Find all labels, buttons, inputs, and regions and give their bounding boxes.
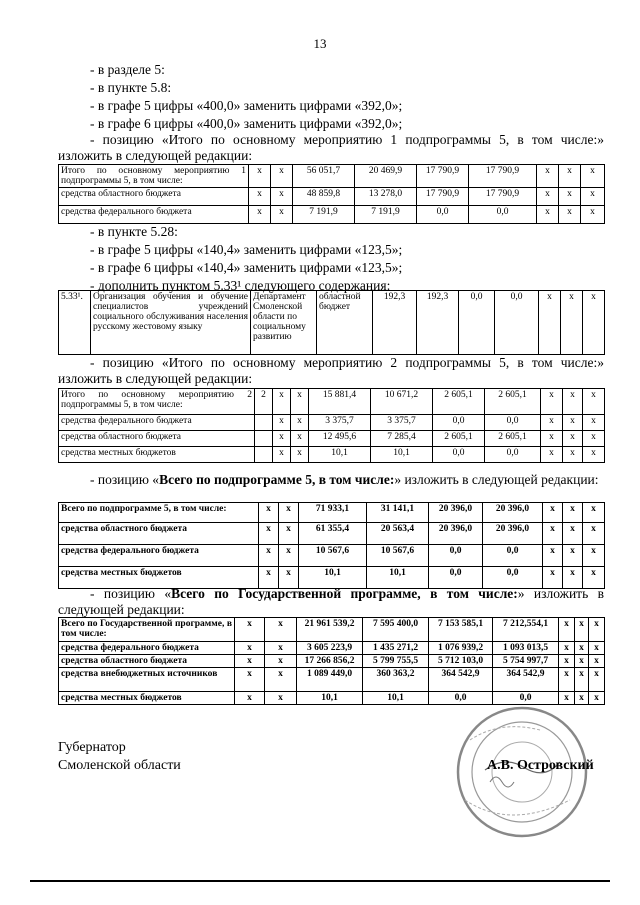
table-cell: х xyxy=(291,431,309,447)
instruction-suffix: » изложить в следующей редакции: xyxy=(394,472,599,487)
signatory-title-line-1: Губернатор xyxy=(58,740,126,755)
table-cell: 1 076 939,2 xyxy=(429,642,493,655)
table-cell: 20 396,0 xyxy=(429,503,483,523)
table-cell: х xyxy=(583,431,605,447)
instruction-item-5-8: - в пункте 5.8: xyxy=(90,80,172,95)
table-cell: х xyxy=(265,668,297,692)
table-cell: 10,1 xyxy=(309,447,371,463)
table-cell: областной бюджет xyxy=(317,291,373,355)
table-cell: 1 089 449,0 xyxy=(297,668,363,692)
table-cell: х xyxy=(559,692,575,705)
instruction-column-5-b: - в графе 5 цифры «140,4» заменить цифрами «123,5»; xyxy=(90,242,403,257)
table-cell: 31 141,1 xyxy=(367,503,429,523)
table-cell: х xyxy=(563,545,583,567)
table-cell: х xyxy=(563,431,583,447)
table-cell: 10,1 xyxy=(367,567,429,589)
table-cell: 15 881,4 xyxy=(309,389,371,415)
table-cell: х xyxy=(271,188,293,206)
table-cell: 20 396,0 xyxy=(483,523,543,545)
footer-divider xyxy=(30,880,610,882)
table-cell: 1 435 271,2 xyxy=(363,642,429,655)
table-cell: х xyxy=(271,165,293,188)
table-cell: Организация обучения и обучение специалистов учреждений социального обслуживания населения русскому жестовому языку xyxy=(91,291,251,355)
table-cell: 2 605,1 xyxy=(433,431,485,447)
table-cell: 0,0 xyxy=(485,415,541,431)
table-cell: х xyxy=(563,523,583,545)
table-cell: х xyxy=(563,415,583,431)
table-cell: х xyxy=(291,415,309,431)
table-cell: х xyxy=(537,206,559,224)
table-cell: средства областного бюджета xyxy=(59,523,259,545)
page-number: 13 xyxy=(313,36,327,51)
table-cell: 0,0 xyxy=(483,545,543,567)
table-cell: х xyxy=(563,503,583,523)
table-cell: 10 567,6 xyxy=(367,545,429,567)
table-cell: 0,0 xyxy=(483,567,543,589)
table-row xyxy=(59,431,605,447)
table-cell: х xyxy=(543,567,563,589)
table-cell: 0,0 xyxy=(495,291,539,355)
table-cell: 0,0 xyxy=(485,447,541,463)
table-cell: 10 671,2 xyxy=(371,389,433,415)
table-cell: 5.33¹. xyxy=(59,291,91,355)
table-cell: х xyxy=(559,642,575,655)
table-cell: 10,1 xyxy=(297,692,363,705)
table-cell: 10 567,6 xyxy=(299,545,367,567)
table-row xyxy=(59,206,605,224)
table-cell: 5 799 755,5 xyxy=(363,655,429,668)
table-row xyxy=(59,165,605,188)
table-cell: х xyxy=(543,545,563,567)
table-cell: х xyxy=(543,503,563,523)
table-cell: средства внебюджетных источников xyxy=(59,668,235,692)
instruction-suffix: » изложить в следующей редакции: xyxy=(58,586,605,617)
table-row xyxy=(59,668,605,692)
table-cell: 2 xyxy=(255,389,273,415)
table-cell: х xyxy=(249,165,271,188)
table-cell: х xyxy=(259,545,279,567)
table-cell: х xyxy=(559,655,575,668)
table-cell: х xyxy=(583,291,605,355)
table-cell: 48 859,8 xyxy=(293,188,355,206)
table-cell: х xyxy=(279,545,299,567)
table-cell: х xyxy=(235,655,265,668)
table-cell: х xyxy=(583,503,605,523)
instruction-prefix: - позицию « xyxy=(90,586,172,601)
table-cell: 2 605,1 xyxy=(433,389,485,415)
table-cell: х xyxy=(589,655,605,668)
table-cell: Итого по основному мероприятию 2 подпрограммы 5, в том числе: xyxy=(59,389,255,415)
table-cell: х xyxy=(265,642,297,655)
instruction-section-5: - в разделе 5: xyxy=(90,62,165,77)
table-row xyxy=(59,655,605,668)
table-cell: 7 285,4 xyxy=(371,431,433,447)
table-cell: х xyxy=(537,165,559,188)
table-cell: х xyxy=(583,523,605,545)
table-row xyxy=(59,618,605,642)
table-cell: 17 790,9 xyxy=(417,188,469,206)
table-cell: х xyxy=(235,668,265,692)
table-cell: х xyxy=(581,188,605,206)
table-cell: 364 542,9 xyxy=(493,668,559,692)
instruction-total-event-1: - позицию «Итого по основному мероприятию 1 подпрограммы 5, в том числе:» изложить в следующей редакции: xyxy=(58,132,604,163)
table-cell: средства областного бюджета xyxy=(59,655,235,668)
table-cell: 7 595 400,0 xyxy=(363,618,429,642)
table-cell: 5 754 997,7 xyxy=(493,655,559,668)
table-cell: х xyxy=(249,188,271,206)
table-total-state-program xyxy=(58,617,605,705)
table-cell: 71 933,1 xyxy=(299,503,367,523)
table-row xyxy=(59,188,605,206)
table-cell: х xyxy=(265,692,297,705)
table-cell: средства местных бюджетов xyxy=(59,692,235,705)
table-cell: 0,0 xyxy=(459,291,495,355)
table-cell: средства федерального бюджета xyxy=(59,545,259,567)
table-cell: х xyxy=(559,165,581,188)
table-cell: 17 790,9 xyxy=(469,188,537,206)
table-cell: х xyxy=(235,618,265,642)
table-cell: х xyxy=(563,447,583,463)
table-cell: 3 605 223,9 xyxy=(297,642,363,655)
table-item-5-33 xyxy=(58,290,605,355)
table-total-event-2 xyxy=(58,388,605,463)
table-cell: 20 469,9 xyxy=(355,165,417,188)
table-cell: х xyxy=(249,206,271,224)
table-cell: х xyxy=(563,389,583,415)
table-cell: 0,0 xyxy=(469,206,537,224)
table-total-event-1 xyxy=(58,164,605,224)
table-cell: 2 605,1 xyxy=(485,389,541,415)
table-cell: х xyxy=(583,567,605,589)
signature-block xyxy=(58,739,181,775)
table-cell: х xyxy=(559,668,575,692)
table-cell: х xyxy=(589,618,605,642)
table-cell: х xyxy=(279,503,299,523)
table-cell: х xyxy=(589,642,605,655)
table-cell: х xyxy=(259,567,279,589)
signatory-title-line-2: Смоленской области xyxy=(58,758,181,773)
table-cell: 3 375,7 xyxy=(371,415,433,431)
table-cell: 5 712 103,0 xyxy=(429,655,493,668)
table-cell: 10,1 xyxy=(371,447,433,463)
table-total-subprogram-5 xyxy=(58,502,605,589)
table-cell: х xyxy=(273,431,291,447)
table-row xyxy=(59,447,605,463)
table-cell: х xyxy=(575,655,589,668)
instruction-total-subprogram-5 xyxy=(58,472,604,488)
table-row xyxy=(59,503,605,523)
table-cell: х xyxy=(273,415,291,431)
table-cell: 20 563,4 xyxy=(367,523,429,545)
table-cell: Департамент Смоленской области по социальному развитию xyxy=(251,291,317,355)
table-row xyxy=(59,642,605,655)
table-cell: х xyxy=(575,642,589,655)
table-cell: х xyxy=(583,447,605,463)
table-cell: 0,0 xyxy=(429,567,483,589)
table-cell: 7 191,9 xyxy=(355,206,417,224)
table-cell: х xyxy=(583,415,605,431)
table-cell: средства федерального бюджета xyxy=(59,642,235,655)
table-cell: 61 355,4 xyxy=(299,523,367,545)
table-cell: 2 605,1 xyxy=(485,431,541,447)
instruction-total-state-program xyxy=(58,586,604,618)
table-cell: х xyxy=(561,291,583,355)
table-cell: 10,1 xyxy=(299,567,367,589)
table-cell: х xyxy=(581,206,605,224)
table-cell: х xyxy=(235,642,265,655)
instruction-column-6-b: - в графе 6 цифры «140,4» заменить цифрами «123,5»; xyxy=(90,260,403,275)
table-cell: х xyxy=(541,415,563,431)
instruction-column-6: - в графе 6 цифры «400,0» заменить цифрами «392,0»; xyxy=(90,116,403,131)
table-cell: 17 790,9 xyxy=(469,165,537,188)
table-cell: 17 266 856,2 xyxy=(297,655,363,668)
table-cell: 7 212,554,1 xyxy=(493,618,559,642)
table-cell: 364 542,9 xyxy=(429,668,493,692)
table-cell: 12 495,6 xyxy=(309,431,371,447)
table-cell: 0,0 xyxy=(433,415,485,431)
table-cell: 56 051,7 xyxy=(293,165,355,188)
table-row xyxy=(59,523,605,545)
table-cell: средства областного бюджета xyxy=(59,431,255,447)
table-cell: х xyxy=(539,291,561,355)
table-cell: х xyxy=(279,567,299,589)
instruction-quoted-title: Всего по Государственной программе, в том числе: xyxy=(171,586,518,601)
table-row xyxy=(59,389,605,415)
table-row xyxy=(59,291,605,355)
table-cell: 192,3 xyxy=(373,291,417,355)
table-cell xyxy=(255,431,273,447)
table-cell: 20 396,0 xyxy=(429,523,483,545)
table-cell: 360 363,2 xyxy=(363,668,429,692)
table-cell: х xyxy=(541,447,563,463)
table-cell: х xyxy=(291,389,309,415)
table-cell: х xyxy=(273,389,291,415)
table-cell: средства федерального бюджета xyxy=(59,206,249,224)
table-cell: Итого по основному мероприятию 1 подпрограммы 5, в том числе: xyxy=(59,165,249,188)
table-cell: 0,0 xyxy=(429,545,483,567)
table-cell: 21 961 539,2 xyxy=(297,618,363,642)
table-cell: х xyxy=(541,389,563,415)
table-cell: 13 278,0 xyxy=(355,188,417,206)
table-cell: х xyxy=(575,618,589,642)
table-cell: х xyxy=(543,523,563,545)
table-cell: х xyxy=(235,692,265,705)
instruction-item-5-28: - в пункте 5.28: xyxy=(90,224,178,239)
table-cell: х xyxy=(537,188,559,206)
table-cell: 0,0 xyxy=(493,692,559,705)
table-cell: х xyxy=(291,447,309,463)
table-cell: х xyxy=(279,523,299,545)
table-cell: х xyxy=(259,523,279,545)
table-cell: х xyxy=(265,618,297,642)
table-cell: х xyxy=(575,692,589,705)
table-cell: х xyxy=(589,668,605,692)
table-cell: 20 396,0 xyxy=(483,503,543,523)
table-cell: средства местных бюджетов xyxy=(59,567,259,589)
instruction-total-event-2: - позицию «Итого по основному мероприятию 2 подпрограммы 5, в том числе:» изложить в следующей редакции: xyxy=(58,355,604,386)
table-cell: 0,0 xyxy=(417,206,469,224)
table-cell: х xyxy=(559,188,581,206)
table-cell xyxy=(255,447,273,463)
table-cell: х xyxy=(563,567,583,589)
table-cell: х xyxy=(259,503,279,523)
instruction-quoted-title: Всего по подпрограмме 5, в том числе: xyxy=(159,472,395,487)
table-cell: 1 093 013,5 xyxy=(493,642,559,655)
table-cell: средства областного бюджета xyxy=(59,188,249,206)
instruction-column-5: - в графе 5 цифры «400,0» заменить цифрами «392,0»; xyxy=(90,98,403,113)
signatory-name: А.В. Островский xyxy=(487,758,594,773)
instruction-prefix: - позицию « xyxy=(90,472,160,487)
table-cell: х xyxy=(575,668,589,692)
table-row xyxy=(59,545,605,567)
table-cell: 7 191,9 xyxy=(293,206,355,224)
table-cell: х xyxy=(583,545,605,567)
table-cell: х xyxy=(583,389,605,415)
instruction-add-item: - дополнить пунктом 5.33¹ следующего содержания: xyxy=(90,278,391,293)
table-cell: х xyxy=(559,206,581,224)
table-cell: х xyxy=(581,165,605,188)
table-cell: 3 375,7 xyxy=(309,415,371,431)
table-cell: 10,1 xyxy=(363,692,429,705)
table-cell: 0,0 xyxy=(433,447,485,463)
table-cell: х xyxy=(589,692,605,705)
table-cell: средства местных бюджетов xyxy=(59,447,255,463)
table-cell: х xyxy=(559,618,575,642)
table-cell: средства федерального бюджета xyxy=(59,415,255,431)
table-cell: Всего по Государственной программе, в том числе: xyxy=(59,618,235,642)
table-cell: 0,0 xyxy=(429,692,493,705)
table-cell: х xyxy=(541,431,563,447)
table-cell: 17 790,9 xyxy=(417,165,469,188)
table-cell: х xyxy=(271,206,293,224)
table-cell: 192,3 xyxy=(417,291,459,355)
table-cell: х xyxy=(273,447,291,463)
table-cell: Всего по подпрограмме 5, в том числе: xyxy=(59,503,259,523)
table-cell: 7 153 585,1 xyxy=(429,618,493,642)
table-row xyxy=(59,415,605,431)
table-cell xyxy=(255,415,273,431)
table-cell: х xyxy=(265,655,297,668)
